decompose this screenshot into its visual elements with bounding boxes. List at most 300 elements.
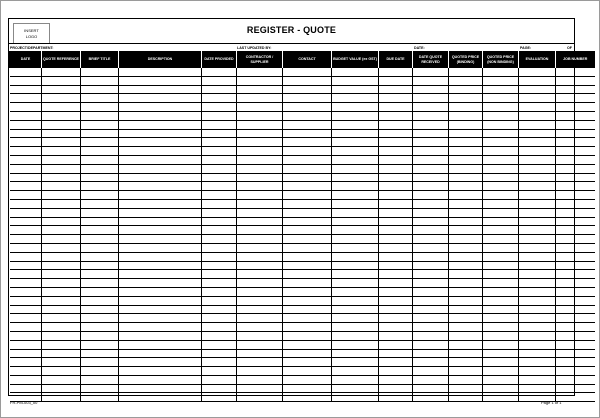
table-cell[interactable] — [10, 340, 42, 349]
table-cell[interactable] — [202, 270, 237, 279]
table-cell[interactable] — [81, 182, 119, 191]
table-cell[interactable] — [10, 164, 42, 173]
table-cell[interactable] — [81, 393, 119, 402]
table-cell[interactable] — [379, 261, 413, 270]
table-cell[interactable] — [202, 252, 237, 261]
table-cell[interactable] — [10, 191, 42, 200]
table-cell[interactable] — [202, 235, 237, 244]
table-cell[interactable] — [483, 208, 519, 217]
table-cell[interactable] — [449, 226, 483, 235]
table-cell[interactable] — [332, 138, 379, 147]
table-cell[interactable] — [283, 261, 332, 270]
table-cell[interactable] — [413, 138, 449, 147]
table-cell[interactable] — [42, 94, 81, 103]
table-cell[interactable] — [237, 68, 283, 76]
table-cell[interactable] — [283, 147, 332, 156]
table-cell[interactable] — [202, 217, 237, 226]
table-cell[interactable] — [81, 279, 119, 288]
table-cell[interactable] — [556, 85, 595, 94]
table-cell[interactable] — [413, 384, 449, 393]
table-cell[interactable] — [379, 76, 413, 85]
table-cell[interactable] — [332, 129, 379, 138]
table-cell[interactable] — [332, 235, 379, 244]
table-cell[interactable] — [519, 296, 556, 305]
table-cell[interactable] — [449, 103, 483, 112]
table-cell[interactable] — [119, 340, 202, 349]
table-cell[interactable] — [449, 138, 483, 147]
table-cell[interactable] — [81, 226, 119, 235]
table-cell[interactable] — [332, 367, 379, 376]
table-cell[interactable] — [283, 164, 332, 173]
table-cell[interactable] — [10, 331, 42, 340]
table-cell[interactable] — [237, 208, 283, 217]
table-cell[interactable] — [332, 94, 379, 103]
table-cell[interactable] — [483, 270, 519, 279]
table-cell[interactable] — [202, 296, 237, 305]
table-cell[interactable] — [81, 120, 119, 129]
table-cell[interactable] — [332, 76, 379, 85]
table-cell[interactable] — [283, 155, 332, 164]
table-cell[interactable] — [332, 287, 379, 296]
table-cell[interactable] — [379, 103, 413, 112]
table-cell[interactable] — [237, 138, 283, 147]
table-cell[interactable] — [449, 384, 483, 393]
table-cell[interactable] — [283, 199, 332, 208]
table-cell[interactable] — [119, 367, 202, 376]
table-cell[interactable] — [556, 367, 595, 376]
table-cell[interactable] — [10, 261, 42, 270]
table-cell[interactable] — [119, 138, 202, 147]
table-cell[interactable] — [283, 349, 332, 358]
table-cell[interactable] — [483, 155, 519, 164]
table-cell[interactable] — [283, 94, 332, 103]
table-cell[interactable] — [10, 208, 42, 217]
table-cell[interactable] — [379, 85, 413, 94]
table-cell[interactable] — [332, 217, 379, 226]
table-cell[interactable] — [556, 358, 595, 367]
table-cell[interactable] — [237, 164, 283, 173]
table-cell[interactable] — [42, 217, 81, 226]
table-cell[interactable] — [283, 226, 332, 235]
table-cell[interactable] — [556, 191, 595, 200]
table-cell[interactable] — [237, 393, 283, 402]
table-cell[interactable] — [10, 243, 42, 252]
table-cell[interactable] — [413, 393, 449, 402]
table-cell[interactable] — [119, 305, 202, 314]
table-cell[interactable] — [519, 173, 556, 182]
table-cell[interactable] — [237, 182, 283, 191]
table-cell[interactable] — [332, 111, 379, 120]
table-cell[interactable] — [379, 270, 413, 279]
table-cell[interactable] — [483, 367, 519, 376]
table-cell[interactable] — [332, 270, 379, 279]
table-cell[interactable] — [483, 226, 519, 235]
table-cell[interactable] — [42, 147, 81, 156]
table-cell[interactable] — [81, 340, 119, 349]
table-cell[interactable] — [332, 182, 379, 191]
table-cell[interactable] — [519, 261, 556, 270]
table-cell[interactable] — [202, 261, 237, 270]
table-cell[interactable] — [519, 138, 556, 147]
table-cell[interactable] — [237, 173, 283, 182]
table-cell[interactable] — [283, 323, 332, 332]
table-cell[interactable] — [413, 129, 449, 138]
table-cell[interactable] — [81, 85, 119, 94]
table-cell[interactable] — [556, 375, 595, 384]
table-cell[interactable] — [483, 182, 519, 191]
table-cell[interactable] — [519, 147, 556, 156]
table-cell[interactable] — [119, 270, 202, 279]
table-cell[interactable] — [379, 155, 413, 164]
table-cell[interactable] — [119, 217, 202, 226]
table-cell[interactable] — [413, 314, 449, 323]
table-cell[interactable] — [483, 111, 519, 120]
table-cell[interactable] — [483, 358, 519, 367]
table-cell[interactable] — [413, 199, 449, 208]
table-cell[interactable] — [519, 226, 556, 235]
table-cell[interactable] — [119, 261, 202, 270]
table-cell[interactable] — [449, 191, 483, 200]
table-cell[interactable] — [483, 375, 519, 384]
table-cell[interactable] — [10, 85, 42, 94]
table-cell[interactable] — [449, 120, 483, 129]
table-cell[interactable] — [42, 375, 81, 384]
table-cell[interactable] — [483, 252, 519, 261]
table-cell[interactable] — [379, 375, 413, 384]
table-cell[interactable] — [283, 367, 332, 376]
table-cell[interactable] — [81, 331, 119, 340]
table-cell[interactable] — [449, 375, 483, 384]
table-cell[interactable] — [81, 375, 119, 384]
table-cell[interactable] — [556, 120, 595, 129]
table-cell[interactable] — [519, 358, 556, 367]
table-cell[interactable] — [556, 287, 595, 296]
table-cell[interactable] — [42, 173, 81, 182]
table-cell[interactable] — [519, 270, 556, 279]
table-cell[interactable] — [283, 314, 332, 323]
table-cell[interactable] — [202, 182, 237, 191]
table-cell[interactable] — [119, 182, 202, 191]
table-cell[interactable] — [332, 252, 379, 261]
table-cell[interactable] — [10, 138, 42, 147]
table-cell[interactable] — [283, 305, 332, 314]
table-cell[interactable] — [237, 270, 283, 279]
table-cell[interactable] — [413, 173, 449, 182]
table-cell[interactable] — [449, 208, 483, 217]
table-cell[interactable] — [519, 384, 556, 393]
table-cell[interactable] — [202, 199, 237, 208]
table-cell[interactable] — [42, 120, 81, 129]
table-cell[interactable] — [10, 226, 42, 235]
table-cell[interactable] — [449, 393, 483, 402]
table-cell[interactable] — [283, 217, 332, 226]
table-cell[interactable] — [519, 305, 556, 314]
table-cell[interactable] — [379, 111, 413, 120]
table-cell[interactable] — [449, 243, 483, 252]
table-cell[interactable] — [237, 120, 283, 129]
table-cell[interactable] — [519, 323, 556, 332]
table-cell[interactable] — [483, 85, 519, 94]
table-cell[interactable] — [413, 358, 449, 367]
table-cell[interactable] — [519, 217, 556, 226]
table-cell[interactable] — [483, 199, 519, 208]
table-cell[interactable] — [81, 191, 119, 200]
table-cell[interactable] — [556, 331, 595, 340]
table-cell[interactable] — [483, 305, 519, 314]
table-cell[interactable] — [81, 173, 119, 182]
table-cell[interactable] — [413, 182, 449, 191]
table-cell[interactable] — [10, 270, 42, 279]
table-cell[interactable] — [483, 103, 519, 112]
table-cell[interactable] — [283, 76, 332, 85]
table-cell[interactable] — [519, 111, 556, 120]
table-cell[interactable] — [283, 103, 332, 112]
table-cell[interactable] — [413, 367, 449, 376]
table-cell[interactable] — [42, 323, 81, 332]
table-cell[interactable] — [42, 261, 81, 270]
table-cell[interactable] — [119, 147, 202, 156]
table-cell[interactable] — [119, 296, 202, 305]
table-cell[interactable] — [519, 103, 556, 112]
table-cell[interactable] — [519, 287, 556, 296]
table-cell[interactable] — [332, 147, 379, 156]
table-cell[interactable] — [283, 138, 332, 147]
table-cell[interactable] — [413, 217, 449, 226]
table-cell[interactable] — [10, 252, 42, 261]
table-cell[interactable] — [202, 173, 237, 182]
table-cell[interactable] — [202, 208, 237, 217]
table-cell[interactable] — [519, 279, 556, 288]
table-cell[interactable] — [519, 367, 556, 376]
table-cell[interactable] — [237, 367, 283, 376]
table-cell[interactable] — [119, 235, 202, 244]
table-cell[interactable] — [283, 243, 332, 252]
table-cell[interactable] — [237, 331, 283, 340]
table-cell[interactable] — [556, 252, 595, 261]
table-cell[interactable] — [379, 120, 413, 129]
table-cell[interactable] — [283, 375, 332, 384]
table-cell[interactable] — [413, 235, 449, 244]
table-cell[interactable] — [379, 199, 413, 208]
table-cell[interactable] — [556, 147, 595, 156]
table-cell[interactable] — [202, 147, 237, 156]
table-cell[interactable] — [413, 94, 449, 103]
table-cell[interactable] — [483, 164, 519, 173]
table-cell[interactable] — [10, 129, 42, 138]
table-cell[interactable] — [237, 147, 283, 156]
table-cell[interactable] — [81, 147, 119, 156]
table-cell[interactable] — [10, 111, 42, 120]
table-cell[interactable] — [413, 287, 449, 296]
table-cell[interactable] — [332, 305, 379, 314]
table-cell[interactable] — [42, 111, 81, 120]
table-cell[interactable] — [449, 305, 483, 314]
table-cell[interactable] — [519, 375, 556, 384]
table-cell[interactable] — [413, 252, 449, 261]
table-cell[interactable] — [449, 173, 483, 182]
table-cell[interactable] — [519, 85, 556, 94]
table-cell[interactable] — [202, 287, 237, 296]
table-cell[interactable] — [119, 375, 202, 384]
table-cell[interactable] — [283, 182, 332, 191]
table-cell[interactable] — [332, 340, 379, 349]
table-cell[interactable] — [81, 111, 119, 120]
table-cell[interactable] — [202, 191, 237, 200]
table-cell[interactable] — [81, 129, 119, 138]
table-cell[interactable] — [449, 164, 483, 173]
table-cell[interactable] — [556, 235, 595, 244]
table-cell[interactable] — [42, 279, 81, 288]
table-cell[interactable] — [10, 235, 42, 244]
table-cell[interactable] — [379, 287, 413, 296]
table-cell[interactable] — [10, 103, 42, 112]
table-cell[interactable] — [483, 349, 519, 358]
table-cell[interactable] — [483, 243, 519, 252]
table-cell[interactable] — [10, 314, 42, 323]
table-cell[interactable] — [379, 367, 413, 376]
table-cell[interactable] — [449, 182, 483, 191]
table-cell[interactable] — [237, 103, 283, 112]
table-cell[interactable] — [42, 393, 81, 402]
table-cell[interactable] — [519, 120, 556, 129]
table-cell[interactable] — [556, 305, 595, 314]
table-cell[interactable] — [483, 235, 519, 244]
table-cell[interactable] — [413, 340, 449, 349]
table-cell[interactable] — [449, 367, 483, 376]
table-cell[interactable] — [483, 76, 519, 85]
table-cell[interactable] — [379, 138, 413, 147]
table-cell[interactable] — [413, 111, 449, 120]
table-cell[interactable] — [237, 85, 283, 94]
table-cell[interactable] — [379, 173, 413, 182]
table-cell[interactable] — [449, 85, 483, 94]
table-cell[interactable] — [332, 349, 379, 358]
table-cell[interactable] — [519, 235, 556, 244]
table-cell[interactable] — [202, 103, 237, 112]
table-cell[interactable] — [202, 279, 237, 288]
table-cell[interactable] — [556, 384, 595, 393]
table-cell[interactable] — [10, 76, 42, 85]
table-cell[interactable] — [119, 358, 202, 367]
table-cell[interactable] — [449, 111, 483, 120]
table-cell[interactable] — [42, 358, 81, 367]
table-cell[interactable] — [379, 129, 413, 138]
table-cell[interactable] — [119, 393, 202, 402]
table-cell[interactable] — [556, 182, 595, 191]
table-cell[interactable] — [379, 243, 413, 252]
table-cell[interactable] — [483, 173, 519, 182]
table-cell[interactable] — [119, 226, 202, 235]
table-cell[interactable] — [449, 147, 483, 156]
table-cell[interactable] — [202, 138, 237, 147]
table-cell[interactable] — [42, 85, 81, 94]
table-cell[interactable] — [283, 252, 332, 261]
table-cell[interactable] — [283, 68, 332, 76]
table-cell[interactable] — [237, 111, 283, 120]
table-cell[interactable] — [379, 384, 413, 393]
table-cell[interactable] — [119, 94, 202, 103]
table-cell[interactable] — [81, 243, 119, 252]
table-cell[interactable] — [413, 270, 449, 279]
table-cell[interactable] — [119, 173, 202, 182]
table-cell[interactable] — [449, 252, 483, 261]
table-cell[interactable] — [237, 76, 283, 85]
table-cell[interactable] — [413, 85, 449, 94]
table-cell[interactable] — [332, 199, 379, 208]
table-cell[interactable] — [10, 358, 42, 367]
table-cell[interactable] — [119, 76, 202, 85]
table-cell[interactable] — [10, 279, 42, 288]
table-cell[interactable] — [413, 261, 449, 270]
table-cell[interactable] — [449, 76, 483, 85]
table-cell[interactable] — [449, 217, 483, 226]
table-cell[interactable] — [379, 147, 413, 156]
table-cell[interactable] — [483, 340, 519, 349]
table-cell[interactable] — [449, 287, 483, 296]
table-cell[interactable] — [556, 279, 595, 288]
table-cell[interactable] — [413, 155, 449, 164]
table-cell[interactable] — [202, 349, 237, 358]
table-cell[interactable] — [332, 173, 379, 182]
table-cell[interactable] — [379, 217, 413, 226]
table-cell[interactable] — [119, 208, 202, 217]
table-cell[interactable] — [10, 287, 42, 296]
table-cell[interactable] — [10, 173, 42, 182]
table-cell[interactable] — [519, 182, 556, 191]
table-cell[interactable] — [42, 103, 81, 112]
table-cell[interactable] — [202, 375, 237, 384]
table-cell[interactable] — [42, 331, 81, 340]
table-cell[interactable] — [237, 261, 283, 270]
table-cell[interactable] — [237, 349, 283, 358]
table-cell[interactable] — [119, 331, 202, 340]
table-cell[interactable] — [413, 120, 449, 129]
table-cell[interactable] — [42, 384, 81, 393]
table-cell[interactable] — [379, 94, 413, 103]
table-cell[interactable] — [10, 217, 42, 226]
table-cell[interactable] — [449, 349, 483, 358]
table-cell[interactable] — [556, 314, 595, 323]
table-cell[interactable] — [10, 296, 42, 305]
table-cell[interactable] — [283, 111, 332, 120]
table-cell[interactable] — [42, 305, 81, 314]
table-cell[interactable] — [119, 349, 202, 358]
table-cell[interactable] — [237, 226, 283, 235]
table-cell[interactable] — [10, 68, 42, 76]
table-cell[interactable] — [556, 226, 595, 235]
table-cell[interactable] — [237, 243, 283, 252]
table-cell[interactable] — [332, 393, 379, 402]
table-cell[interactable] — [483, 261, 519, 270]
table-cell[interactable] — [42, 182, 81, 191]
table-cell[interactable] — [556, 217, 595, 226]
table-cell[interactable] — [332, 226, 379, 235]
table-cell[interactable] — [519, 155, 556, 164]
table-cell[interactable] — [119, 384, 202, 393]
table-cell[interactable] — [10, 323, 42, 332]
table-cell[interactable] — [10, 199, 42, 208]
table-cell[interactable] — [42, 138, 81, 147]
table-cell[interactable] — [283, 191, 332, 200]
table-cell[interactable] — [237, 217, 283, 226]
table-cell[interactable] — [283, 173, 332, 182]
table-cell[interactable] — [413, 331, 449, 340]
table-cell[interactable] — [379, 182, 413, 191]
table-cell[interactable] — [202, 164, 237, 173]
table-cell[interactable] — [81, 208, 119, 217]
table-cell[interactable] — [10, 147, 42, 156]
table-cell[interactable] — [283, 129, 332, 138]
